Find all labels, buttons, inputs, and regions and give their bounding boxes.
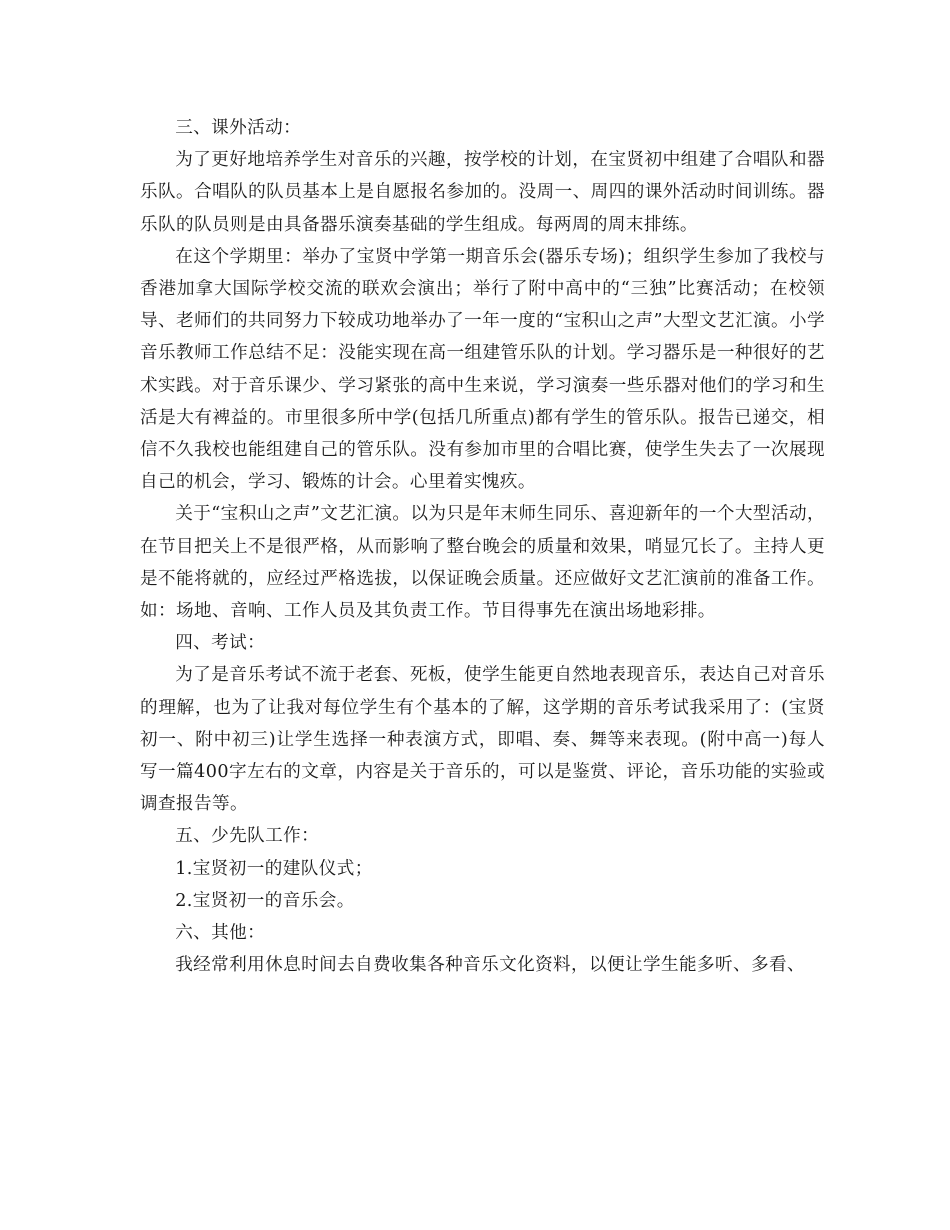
section-heading-other: 六、其他： bbox=[175, 923, 266, 944]
section-heading-exam: 四、考试： bbox=[175, 633, 266, 654]
document-body bbox=[140, 112, 825, 981]
list-item-ceremony: 1.宝贤初一的建队仪式； bbox=[175, 858, 373, 879]
section-heading-young-pioneers: 五、少先队工作： bbox=[175, 826, 320, 847]
paragraph-exam-method: 为了是音乐考试不流于老套、死板，使学生能更自然地表现音乐，表达自己对音乐的理解，也为了让我对每位学生有个基本的了解，这学期的音乐考试我采用了：(宝贤初一、附中初三)让学生选择一种表演方式，即唱、奏、舞等来表现。(附中高一)每人写一篇400字左右的文章，内容是关于音乐的，可以是鉴赏、评论，音乐功能的实验或调查报告等。 bbox=[140, 665, 825, 815]
paragraph-choir-band: 为了更好地培养学生对音乐的兴趣，按学校的计划，在宝贤初中组建了合唱队和器乐队。合唱队的队员基本上是自愿报名参加的。没周一、周四的课外活动时间训练。器乐队的队员则是由具备器乐演奏基础的学生组成。每两周的周末排练。 bbox=[140, 150, 825, 235]
paragraph-resources: 我经常利用休息时间去自费收集各种音乐文化资料，以便让学生能多听、多看、 bbox=[175, 955, 805, 976]
section-heading-extracurricular: 三、课外活动： bbox=[175, 118, 302, 138]
paragraph-semester-events: 在这个学期里：举办了宝贤中学第一期音乐会(器乐专场)；组织学生参加了我校与香港加拿大国际学校交流的联欢会演出；举行了附中高中的“三独”比赛活动；在校领导、老师们的共同努力下较成功地举办了一年一度的“宝积山之声”大型文艺汇演。小学音乐教师工作总结不足：没能实现在高一组建管乐队的计划。学习器乐是一种很好的艺术实践。对于音乐课少、学习紧张的高中生来说，学习演奏一些乐器对他们的学习和生活是大有裨益的。市里很多所中学(包括几所重点)都有学生的管乐队。报告已递交，相信不久我校也能组建自己的管乐队。没有参加市里的合唱比赛，使学生失去了一次展现自己的机会，学习、锻炼的计会。心里着实愧疚。 bbox=[140, 246, 825, 493]
paragraph-gala-review: 关于“宝积山之声”文艺汇演。以为只是年末师生同乐、喜迎新年的一个大型活动，在节目把关上不是很严格，从而影响了整台晚会的质量和效果，哨显冗长了。主持人更是不能将就的，应经过严格选拔，以保证晚会质量。还应做好文艺汇演前的准备工作。如：场地、音响、工作人员及其负责工作。节目得事先在演出场地彩排。 bbox=[140, 504, 825, 622]
list-item-concert: 2.宝贤初一的音乐会。 bbox=[175, 890, 355, 911]
